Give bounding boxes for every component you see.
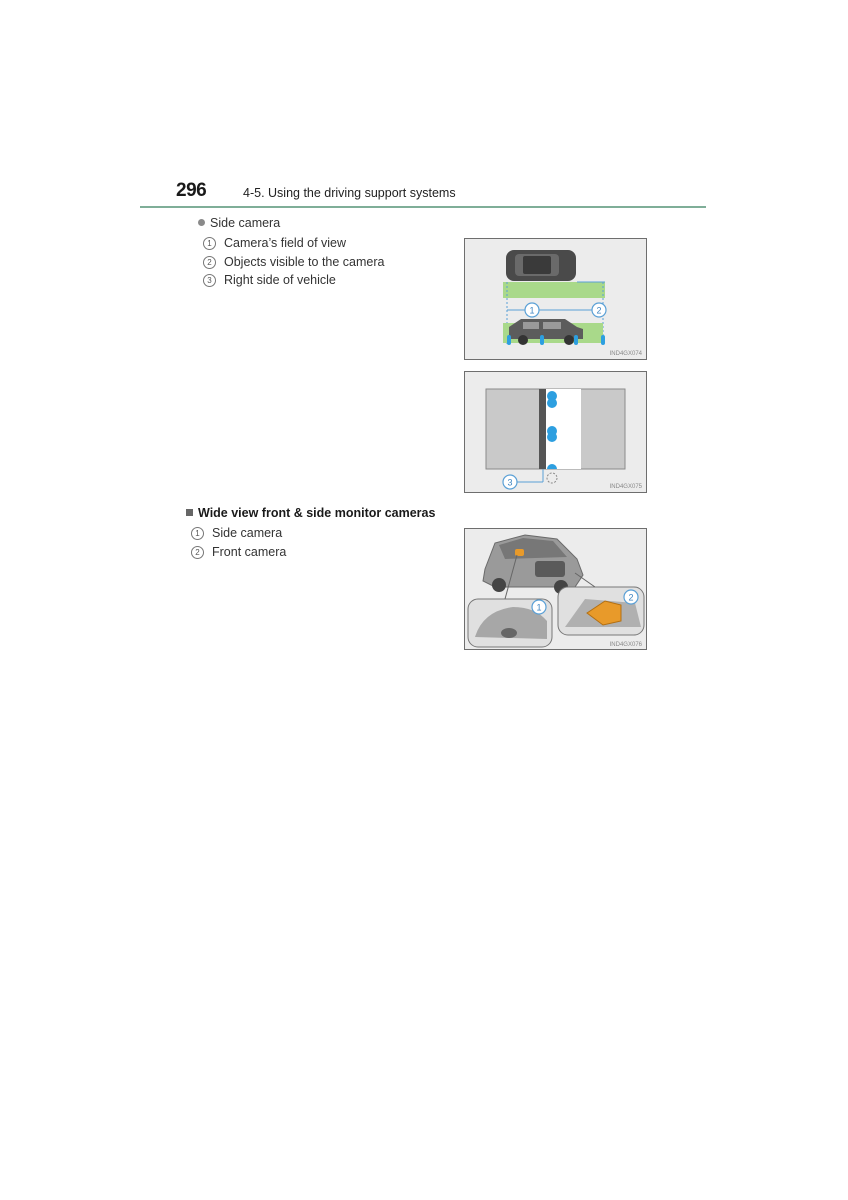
list-item-text: Front camera	[212, 545, 287, 559]
circled-number-icon: 3	[203, 274, 216, 287]
figure-camera-locations	[464, 528, 647, 650]
list-item	[191, 526, 282, 540]
callout-3: 3	[507, 477, 513, 488]
list-item	[203, 255, 385, 269]
side-camera-heading	[198, 216, 280, 230]
bullet-dot-icon	[198, 219, 205, 226]
callout-1: 1	[536, 602, 542, 613]
list-item-text: Objects visible to the camera	[224, 255, 385, 269]
circled-number-icon: 2	[191, 546, 204, 559]
figure-code: IND4GX076	[609, 642, 642, 648]
figure-objects-visible	[464, 371, 647, 493]
circled-number-icon: 1	[203, 237, 216, 250]
figure-code: IND4GX075	[609, 484, 642, 490]
wide-view-heading-text: Wide view front & side monitor cameras	[198, 506, 436, 520]
callout-2: 2	[628, 592, 634, 603]
list-item-text: Right side of vehicle	[224, 273, 336, 287]
circled-number-icon: 2	[203, 256, 216, 269]
figure-field-of-view	[464, 238, 647, 360]
side-camera-heading-text: Side camera	[210, 216, 281, 230]
callout-1: 1	[529, 305, 535, 316]
list-item	[203, 236, 346, 250]
circled-number-icon: 1	[191, 527, 204, 540]
wide-view-heading	[186, 506, 435, 520]
figure-code: IND4GX074	[609, 351, 642, 357]
car-top-view-icon	[506, 250, 576, 281]
list-item	[203, 273, 336, 287]
section-title: 4-5. Using the driving support systems	[243, 186, 456, 200]
list-item-text: Camera’s field of view	[224, 236, 347, 250]
bullet-square-icon	[186, 509, 193, 516]
list-item	[191, 545, 286, 559]
list-item-text: Side camera	[212, 526, 283, 540]
callout-2: 2	[596, 305, 602, 316]
header-rule	[140, 206, 706, 208]
page-number: 296	[176, 180, 207, 201]
